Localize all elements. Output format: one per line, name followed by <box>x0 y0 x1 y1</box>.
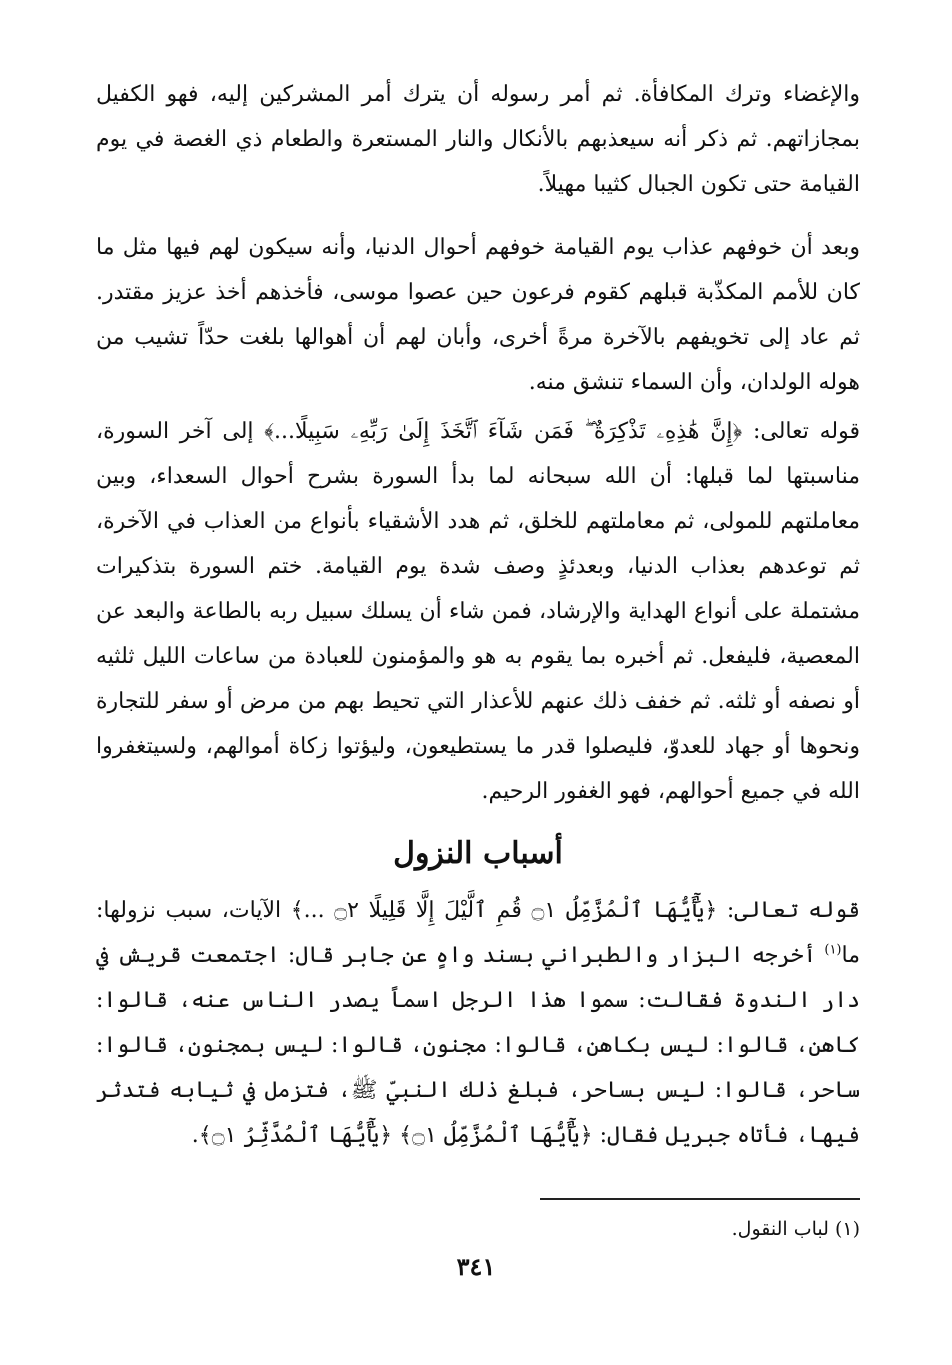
paragraph-3: قوله تعالى: ﴿إِنَّ هَٰذِهِۦ تَذْكِرَةٌ ۖ فَمَن شَآءَ ٱتَّخَذَ إِلَىٰ رَبِّهِۦ سَبِيلًا...﴾ إلى آخر السورة، مناسبتها لما قبلها: أن الله سبحانه لما بدأ السورة بشرح أحوال السعداء، وبين معاملتهم للمولى، ثم معاملتهم للخلق، ثم هدد الأشقياء بأنواع من العذاب في الآخرة، ثم توعدهم بعذاب الدنيا، وبعدئذٍ وصف شدة يوم القيامة. ختم السورة بتذكيرات مشتملة على أنواع الهداية والإرشاد، فمن شاء أن يسلك سبيل ربه بالطاعة والبعد عن المعصية، فليفعل. ثم أخبره بما يقوم به هو والمؤمنون للعبادة من ساعات الليل ثلثيه أو نصفه أو ثلثه. ثم خفف ذلك عنهم للأعذار التي تحيط بهم من مرض أو سفر للتجارة ونحوها أو جهاد للعدوّ، فليصلوا قدر ما يستطيعون، وليؤتوا زكاة أموالهم، ولسيتغفروا الله في جميع أحوالهم، فهو الغفور الرحيم. <box>96 419 860 804</box>
asbab-text-after: أخرجه البزار والطبراني بسند واهٍ عن جابر قال: اجتمعت قريش في دار الندوة فقالت: سموا هذا الرجل اسماً يصدر الناس عنه، قالوا: كاهن، قالوا: ليس بكاهن، قالوا: مجنون، قالوا: ليس بمجنون، قالوا: ساحر، قالوا: ليس بساحر، فبلغ ذلك النبيّ ﷺ، فتزمل في ثيابه فتدثر فيها، فأتاه جبريل فقال: ﴿يَٰٓأَيُّهَا ٱلْمُزَّمِّلُ ۝١﴾ ﴿يَٰٓأَيُّهَا ٱلْمُدَّثِّرُ ۝١﴾. <box>96 943 860 1148</box>
footnote-marker: (١) <box>824 942 842 958</box>
asbab-paragraph <box>96 888 860 1158</box>
page-number: ٣٤١ <box>456 1252 496 1281</box>
asbab-text-before: قوله تعالى: ﴿يَٰٓأَيُّهَا ٱلْمُزَّمِّلُ ۝١ قُمِ ٱلَّيْلَ إِلَّا قَلِيلًا ۝٢ ...﴾ الآيات، سبب نزولها: ما <box>96 898 860 968</box>
paragraph-1: والإغضاء وترك المكافأة. ثم أمر رسوله أن يترك أمر المشركين إليه، فهو الكفيل بمجازاتهم. ثم ذكر أنه سيعذبهم بالأنكال والنار المستعرة والطعام ذي الغصة في يوم القيامة حتى تكون الجبال كثيبا مهيلاً. <box>96 82 860 197</box>
section-heading: أسباب النزول <box>393 836 563 871</box>
paragraph-2: وبعد أن خوفهم عذاب يوم القيامة خوفهم أحوال الدنيا، وأنه سيكون لهم فيها مثل ما كان للأمم المكذّبة قبلهم كقوم فرعون حين عصوا موسى، فأخذهم أخذ عزيز مقتدر. ثم عاد إلى تخويفهم بالآخرة مرةً أخرى، وأبان لهم أن أهوالها بلغت حدّاً تشيب من هوله الولدان، وأن السماء تنشق منه. <box>96 235 860 395</box>
footnote: (١) لباب النقول. <box>731 1218 860 1240</box>
footnote-divider <box>540 1198 860 1200</box>
